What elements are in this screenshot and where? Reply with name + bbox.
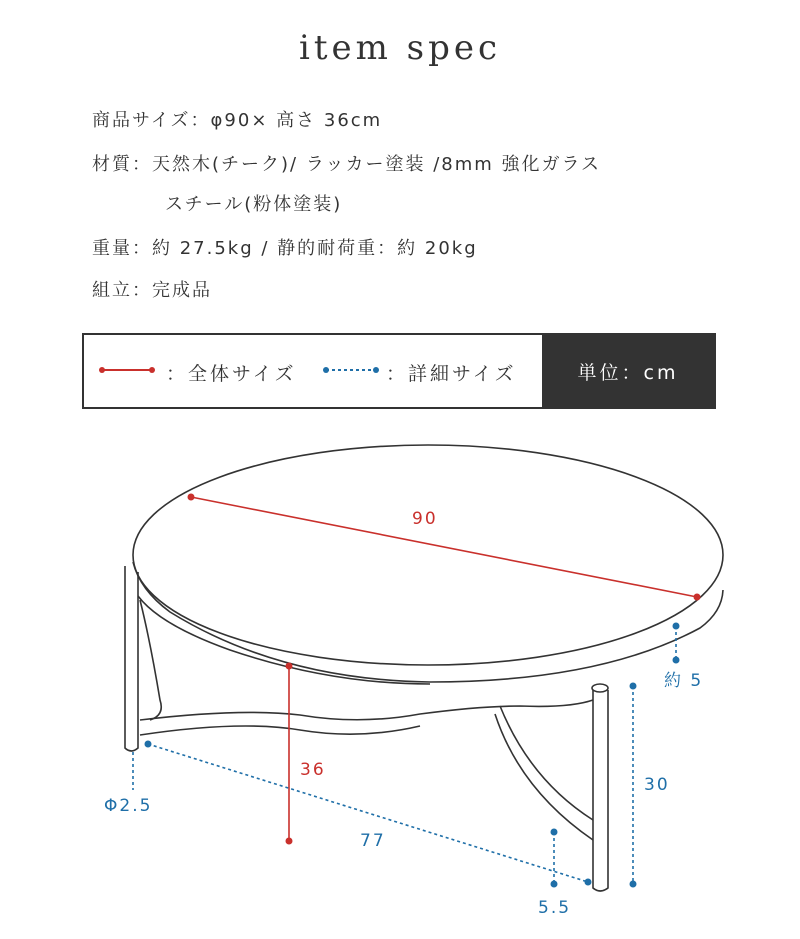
leg-offset-end-a	[551, 829, 557, 835]
leg-right	[593, 690, 608, 891]
height-end-b	[286, 838, 292, 844]
leg-span-label: 77	[360, 831, 386, 851]
thickness-end-b	[673, 657, 679, 663]
thickness-end-a	[673, 623, 679, 629]
height-end-a	[286, 663, 292, 669]
diameter-label: 90	[412, 509, 438, 529]
spec-material: 材質：天然木(チーク)/ ラッカー塗装 /8mm 強化ガラス	[92, 154, 601, 175]
stretcher-right-inner	[500, 706, 593, 820]
legend-detail-label: ：詳細サイズ	[386, 363, 517, 385]
spec-assembly: 組立：完成品	[92, 280, 212, 301]
legend-overall-label: ：全体サイズ	[166, 363, 297, 385]
tabletop-rim	[133, 562, 723, 682]
page-title: item spec	[298, 28, 502, 68]
diameter-end-b	[694, 594, 700, 600]
leg-span-end-b	[585, 879, 591, 885]
height-label: 36	[300, 760, 326, 780]
leg-height-end-a	[630, 683, 636, 689]
leg-offset-label: 5.5	[538, 898, 572, 918]
stretcher-mid	[140, 700, 593, 720]
diameter-line	[191, 497, 697, 597]
leg-span-line	[148, 744, 588, 882]
spec-size: 商品サイズ：φ90× 高さ 36cm	[92, 110, 383, 131]
leg-height-label: 30	[644, 775, 670, 795]
spec-material-cont: スチール(粉体塗装)	[165, 194, 343, 215]
leg-span-end-a	[145, 741, 151, 747]
leg-right-top	[592, 684, 608, 692]
detail-dimensions	[133, 623, 679, 887]
stretcher-left-outer	[140, 600, 161, 720]
leg-height-end-b	[630, 881, 636, 887]
spec-weight: 重量：約 27.5kg / 静的耐荷重：約 20kg	[92, 238, 478, 259]
leg-diameter-label: Φ2.5	[104, 796, 153, 816]
stretcher-right-outer	[495, 714, 593, 840]
stretcher-lower	[140, 726, 420, 735]
unit-label: 単位：cm	[577, 361, 679, 384]
rim-under	[138, 596, 430, 684]
diameter-end-a	[188, 494, 194, 500]
leg-offset-end-b	[551, 881, 557, 887]
top-thickness-label: 約 5	[664, 671, 704, 691]
tabletop-glass	[133, 445, 723, 665]
overall-dimensions	[188, 494, 700, 844]
leg-left	[125, 566, 138, 751]
